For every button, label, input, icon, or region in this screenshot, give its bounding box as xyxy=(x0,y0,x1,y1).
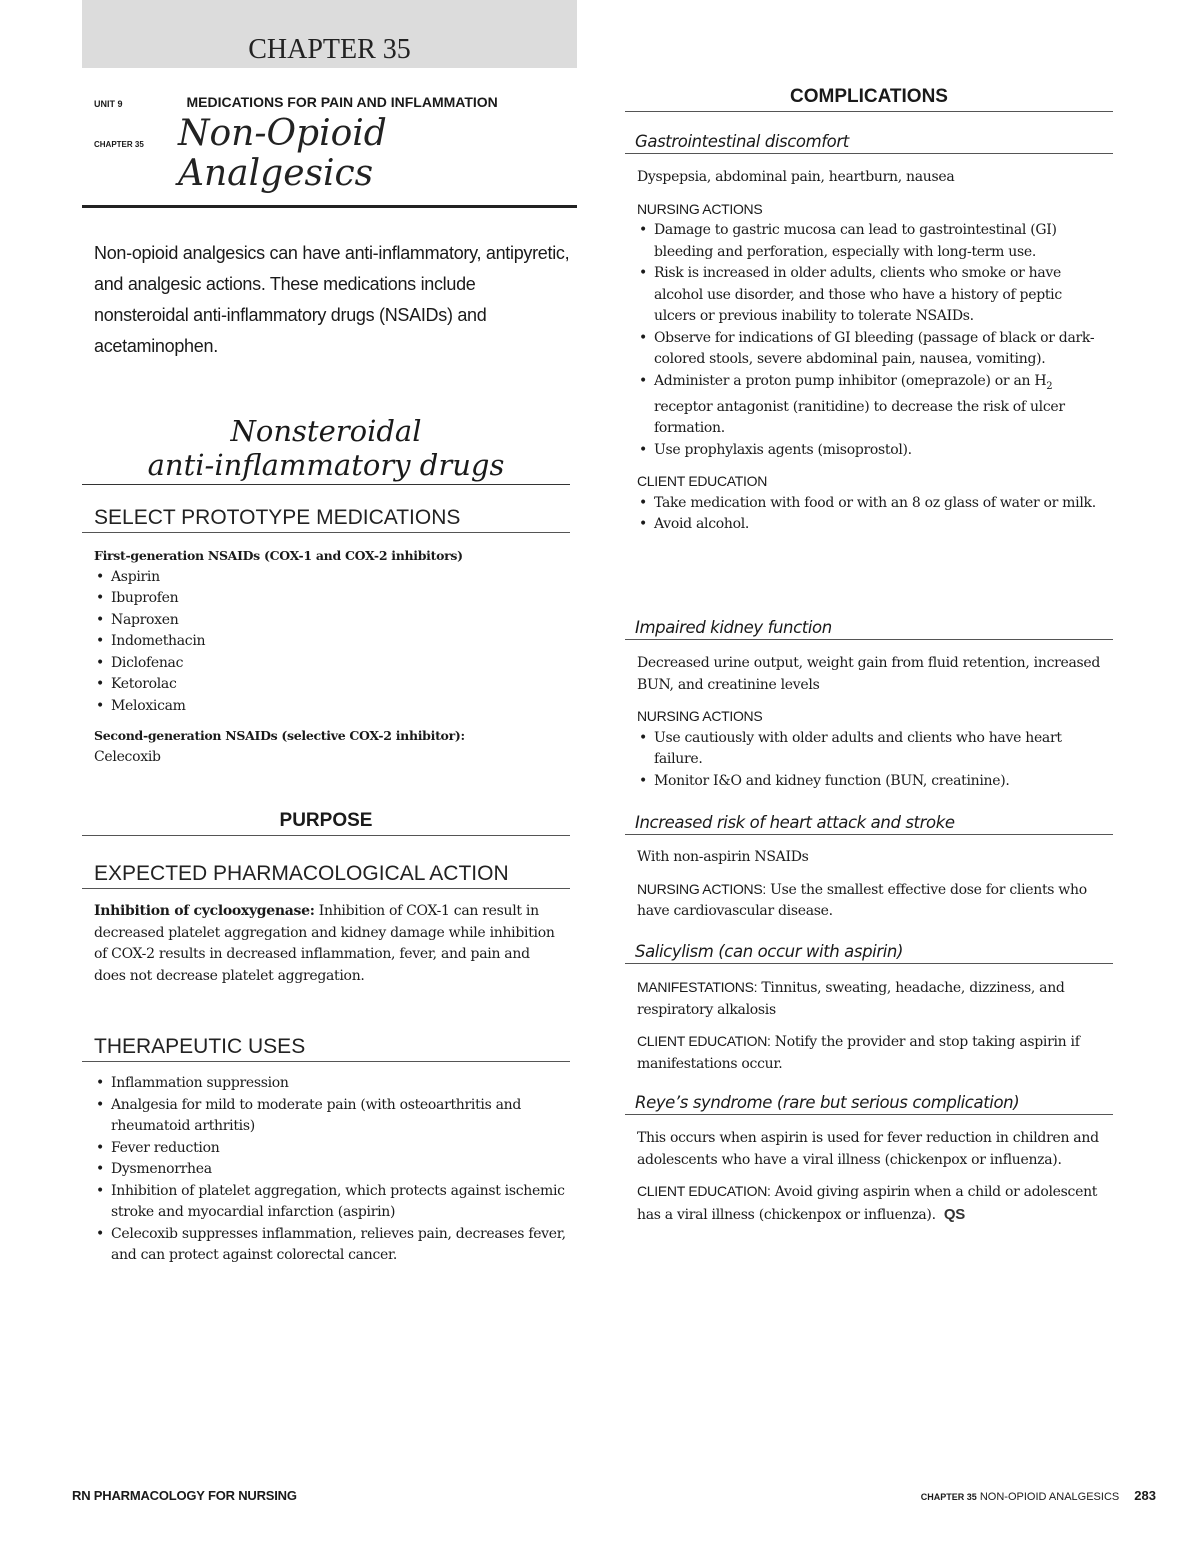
unit-title: MEDICATIONS FOR PAIN AND INFLAMMATION xyxy=(186,94,498,110)
list-item: • Inflammation suppression xyxy=(94,1073,572,1095)
second-gen-label: Second-generation NSAIDs (selective COX-2 inhibitor): xyxy=(94,728,465,743)
salicylism-manifest-text: Tinnitus, sweating, headache, dizziness, and respiratory alkalosis xyxy=(637,980,1065,1018)
heading-expected-action: EXPECTED PHARMACOLOGICAL ACTION xyxy=(82,862,570,889)
reye-education-text: Avoid giving aspirin when a child or adolescent has a viral illness (chickenpox or influenza). xyxy=(637,1184,1098,1223)
qs-icon: QS xyxy=(943,1205,965,1223)
footer-book-title: RN PHARMACOLOGY FOR NURSING xyxy=(72,1488,297,1503)
unit-label: UNIT 9 xyxy=(94,99,123,109)
list-item: • Inhibition of platelet aggregation, which protects against ischemic stroke and myocardial infarction (aspirin) xyxy=(94,1181,572,1224)
complication-title-reye: Reye’s syndrome (rare but serious complication) xyxy=(625,1093,1113,1115)
complication-title-salicylism: Salicylism (can occur with aspirin) xyxy=(625,942,1113,964)
list-item: • Damage to gastric mucosa can lead to gastrointestinal (GI) bleeding and perforation, especially with long-term use. xyxy=(637,220,1107,263)
list-item: • Risk is increased in older adults, clients who smoke or have alcohol use disorder, and those who have a history of peptic ulcers or previous inability to tolerate NSAIDs. xyxy=(637,263,1107,328)
kidney-nursing-list xyxy=(637,728,1107,793)
list-item: • Aspirin xyxy=(94,567,564,589)
complication-reye-content xyxy=(637,1128,1107,1226)
footer-chapter-label: CHAPTER 35 xyxy=(920,1492,977,1502)
h2-text-after: receptor antagonist (ranitidine) to decrease the risk of ulcer formation. xyxy=(654,398,1065,437)
expected-action-text xyxy=(94,901,556,987)
prototype-list xyxy=(94,545,564,768)
gi-nursing-list xyxy=(637,220,1107,461)
intro-paragraph: Non-opioid analgesics can have anti-inflammatory, antipyretic, and analgesic actions. These medications include nonsteroidal anti-inflammatory drugs (NSAIDs) and acetaminophen. xyxy=(94,243,570,356)
list-item xyxy=(637,371,1107,440)
title-divider xyxy=(82,205,577,208)
heart-nursing-text: Use the smallest effective dose for clients who have cardiovascular disease. xyxy=(637,881,1087,919)
list-item: • Use cautiously with older adults and clients who have heart failure. xyxy=(637,728,1107,771)
therapeutic-uses-list xyxy=(94,1073,572,1267)
chapter-title xyxy=(178,114,568,194)
salicylism-education-label: CLIENT EDUCATION: xyxy=(637,1033,771,1049)
list-item: • Monitor I&O and kidney function (BUN, creatinine). xyxy=(637,771,1107,793)
list-item: • Naproxen xyxy=(94,610,564,632)
list-item: • Fever reduction xyxy=(94,1138,572,1160)
heart-description: With non-aspirin NSAIDs xyxy=(637,849,809,865)
list-item: • Diclofenac xyxy=(94,653,564,675)
heading-therapeutic-uses: THERAPEUTIC USES xyxy=(82,1035,570,1062)
list-item: • Avoid alcohol. xyxy=(637,514,1107,536)
salicylism-education xyxy=(637,1031,1107,1075)
list-item: • Analgesia for mild to moderate pain (with osteoarthritis and rheumatoid arthritis) xyxy=(94,1095,572,1138)
complication-title-heart: Increased risk of heart attack and stroke xyxy=(625,813,1113,835)
complication-title-kidney: Impaired kidney function xyxy=(625,618,1113,640)
heading-complications: COMPLICATIONS xyxy=(625,86,1113,112)
second-gen-item: Celecoxib xyxy=(94,748,161,765)
list-item: • Ibuprofen xyxy=(94,588,564,610)
footer-chapter xyxy=(921,1488,1156,1503)
reye-education-label: CLIENT EDUCATION: xyxy=(637,1183,771,1199)
section-title-line1: Nonsteroidal xyxy=(230,414,422,448)
list-item: • Dysmenorrhea xyxy=(94,1159,572,1181)
page-number: 283 xyxy=(1134,1488,1156,1503)
gi-education-label: CLIENT EDUCATION xyxy=(637,473,768,490)
heading-prototype: SELECT PROTOTYPE MEDICATIONS xyxy=(82,506,570,533)
complication-title-gi: Gastrointestinal discomfort xyxy=(625,132,1113,154)
list-item: • Take medication with food or with an 8 oz glass of water or milk. xyxy=(637,493,1107,515)
chapter-banner xyxy=(82,0,577,68)
complication-salicylism-content xyxy=(637,977,1107,1075)
complication-kidney-content xyxy=(637,653,1107,792)
heading-purpose: PURPOSE xyxy=(82,810,570,836)
salicylism-manifestations xyxy=(637,977,1107,1021)
kidney-description: Decreased urine output, weight gain from fluid retention, increased BUN, and creatinine levels xyxy=(637,655,1101,693)
list-item: • Meloxicam xyxy=(94,696,564,718)
heart-nursing xyxy=(637,879,1107,923)
gi-nursing-label: NURSING ACTIONS xyxy=(637,200,763,217)
chapter-title-line2: Analgesics xyxy=(178,153,374,194)
h2-text-before: Administer a proton pump inhibitor (omeprazole) or an H xyxy=(654,372,1047,389)
salicylism-manifest-label: MANIFESTATIONS: xyxy=(637,979,758,995)
chapter-title-line1: Non-Opioid xyxy=(178,113,387,154)
first-gen-list xyxy=(94,567,564,718)
h2-subscript: 2 xyxy=(1046,380,1053,392)
footer-chapter-title: NON-OPIOID ANALGESICS xyxy=(979,1491,1120,1503)
list-item: • Indomethacin xyxy=(94,631,564,653)
gi-education-list xyxy=(637,493,1107,536)
salicylism-education-text: Notify the provider and stop taking aspirin if manifestations occur. xyxy=(637,1034,1080,1072)
list-item: • Observe for indications of GI bleeding (passage of black or dark-colored stools, severe abdominal pain, nausea, vomiting). xyxy=(637,328,1107,371)
chapter-label: CHAPTER 35 xyxy=(94,140,144,149)
heart-nursing-label: NURSING ACTIONS: xyxy=(637,880,766,897)
section-title-line2: anti-inflammatory drugs xyxy=(147,448,505,482)
kidney-nursing-label: NURSING ACTIONS xyxy=(637,708,763,724)
list-item: • Celecoxib suppresses inflammation, relieves pain, decreases fever, and can protect against colorectal cancer. xyxy=(94,1224,572,1267)
list-item: • Use prophylaxis agents (misoprostol). xyxy=(637,440,1107,462)
gi-description: Dyspepsia, abdominal pain, heartburn, nausea xyxy=(637,169,955,185)
first-gen-label: First-generation NSAIDs (COX-1 and COX-2 inhibitors) xyxy=(94,548,463,563)
expected-action-body: Inhibition of COX-1 can result in decreased platelet aggregation and kidney damage while inhibition of COX-2 results in decreased inflammation, fever, and pain and does not decrease platelet aggregation. xyxy=(94,903,555,984)
section-title-nsaids xyxy=(82,414,570,485)
complication-gi-content xyxy=(637,167,1107,536)
reye-description: This occurs when aspirin is used for fever reduction in children and adolescents who have a viral illness (chickenpox or influenza). xyxy=(637,1130,1099,1168)
unit-header xyxy=(94,94,574,112)
chapter-banner-text: CHAPTER 35 xyxy=(248,34,411,65)
reye-education xyxy=(637,1181,1107,1226)
list-item: • Ketorolac xyxy=(94,674,564,696)
expected-action-label: Inhibition of cyclooxygenase: xyxy=(94,903,315,919)
complication-heart-content xyxy=(637,847,1107,923)
